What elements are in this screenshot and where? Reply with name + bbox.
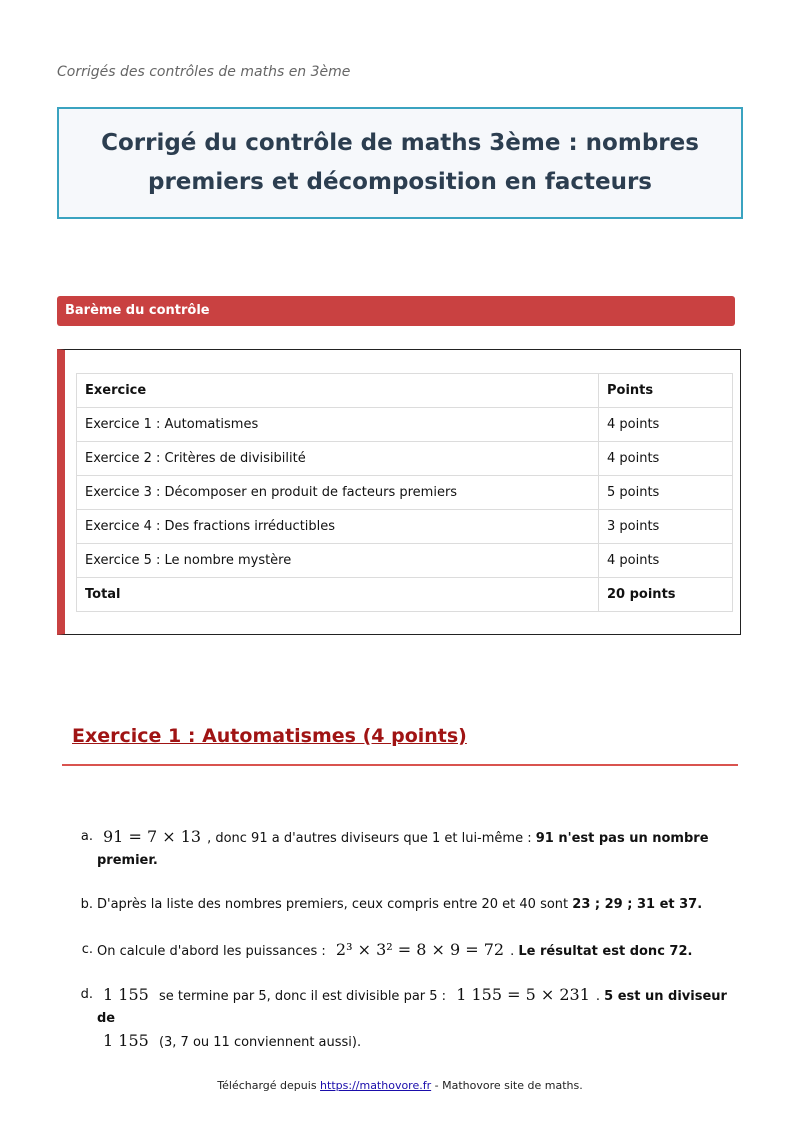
column-header-points: Points	[599, 374, 733, 408]
column-header-exercice: Exercice	[77, 374, 599, 408]
item-text: On calcule d'abord les puissances :	[97, 944, 330, 959]
item-text: D'après la liste des nombres premiers, ceux compris entre 20 et 40 sont	[97, 897, 573, 912]
math-expression: 1 155	[103, 985, 149, 1004]
item-text: se termine par 5, donc il est divisible par 5 :	[154, 989, 451, 1004]
footer-suffix: - Mathovore site de maths.	[431, 1079, 583, 1092]
table-cell: Total	[77, 578, 599, 612]
table-cell: 20 points	[599, 578, 733, 612]
list-item	[80, 894, 737, 916]
table-cell: Exercice 1 : Automatismes	[77, 408, 599, 442]
bareme-table	[76, 373, 733, 612]
footer-prefix: Téléchargé depuis	[217, 1079, 321, 1092]
footer-link[interactable]: https://mathovore.fr	[320, 1079, 432, 1092]
list-item	[80, 984, 737, 1054]
table-row	[77, 408, 733, 442]
item-answer: 91 n'est pas un nombre premier.	[97, 831, 709, 868]
list-marker: c.	[81, 942, 93, 957]
math-expression: 2³ × 3² = 8 × 9 = 72	[335, 940, 505, 959]
math-expression: 1 155	[103, 1031, 149, 1050]
table-cell: 4 points	[599, 408, 733, 442]
item-text: .	[595, 989, 605, 1004]
footer	[0, 1079, 800, 1092]
bareme-heading: Barème du contrôle	[57, 296, 735, 326]
list-marker: b.	[80, 897, 93, 912]
list-marker: d.	[80, 987, 93, 1002]
list-item	[80, 826, 737, 872]
table-row	[77, 510, 733, 544]
item-answer: Le résultat est donc 72.	[518, 944, 693, 959]
table-cell: 5 points	[599, 476, 733, 510]
table-cell: Exercice 4 : Des fractions irréductibles	[77, 510, 599, 544]
table-total-row	[77, 578, 733, 612]
math-expression: 1 155 = 5 × 231	[456, 985, 590, 1004]
table-row	[77, 544, 733, 578]
table-cell: 4 points	[599, 442, 733, 476]
list-marker: a.	[80, 829, 93, 844]
item-text: , donc 91 a d'autres diviseurs que 1 et lui-même :	[207, 831, 536, 846]
bareme-table-container	[57, 349, 741, 635]
section-divider	[62, 764, 738, 766]
math-expression: 91 = 7 × 13	[103, 827, 202, 846]
title-box	[57, 107, 743, 219]
page-title: Corrigé du contrôle de maths 3ème : nombres premiers et décomposition en facteurs	[101, 130, 699, 195]
item-text: .	[510, 944, 519, 959]
table-cell: 4 points	[599, 544, 733, 578]
table-cell: Exercice 2 : Critères de divisibilité	[77, 442, 599, 476]
exercise-1-title: Exercice 1 : Automatismes (4 points)	[72, 725, 467, 747]
item-answer: 5 est un diviseur de	[97, 989, 727, 1026]
table-row	[77, 442, 733, 476]
document-subtitle: Corrigés des contrôles de maths en 3ème	[57, 64, 351, 80]
item-text: (3, 7 ou 11 conviennent aussi).	[154, 1035, 362, 1050]
list-item	[81, 939, 737, 963]
table-cell: 3 points	[599, 510, 733, 544]
table-cell: Exercice 5 : Le nombre mystère	[77, 544, 599, 578]
table-row	[77, 476, 733, 510]
item-answer: 23 ; 29 ; 31 et 37.	[572, 897, 703, 912]
table-cell: Exercice 3 : Décomposer en produit de facteurs premiers	[77, 476, 599, 510]
table-header-row	[77, 374, 733, 408]
